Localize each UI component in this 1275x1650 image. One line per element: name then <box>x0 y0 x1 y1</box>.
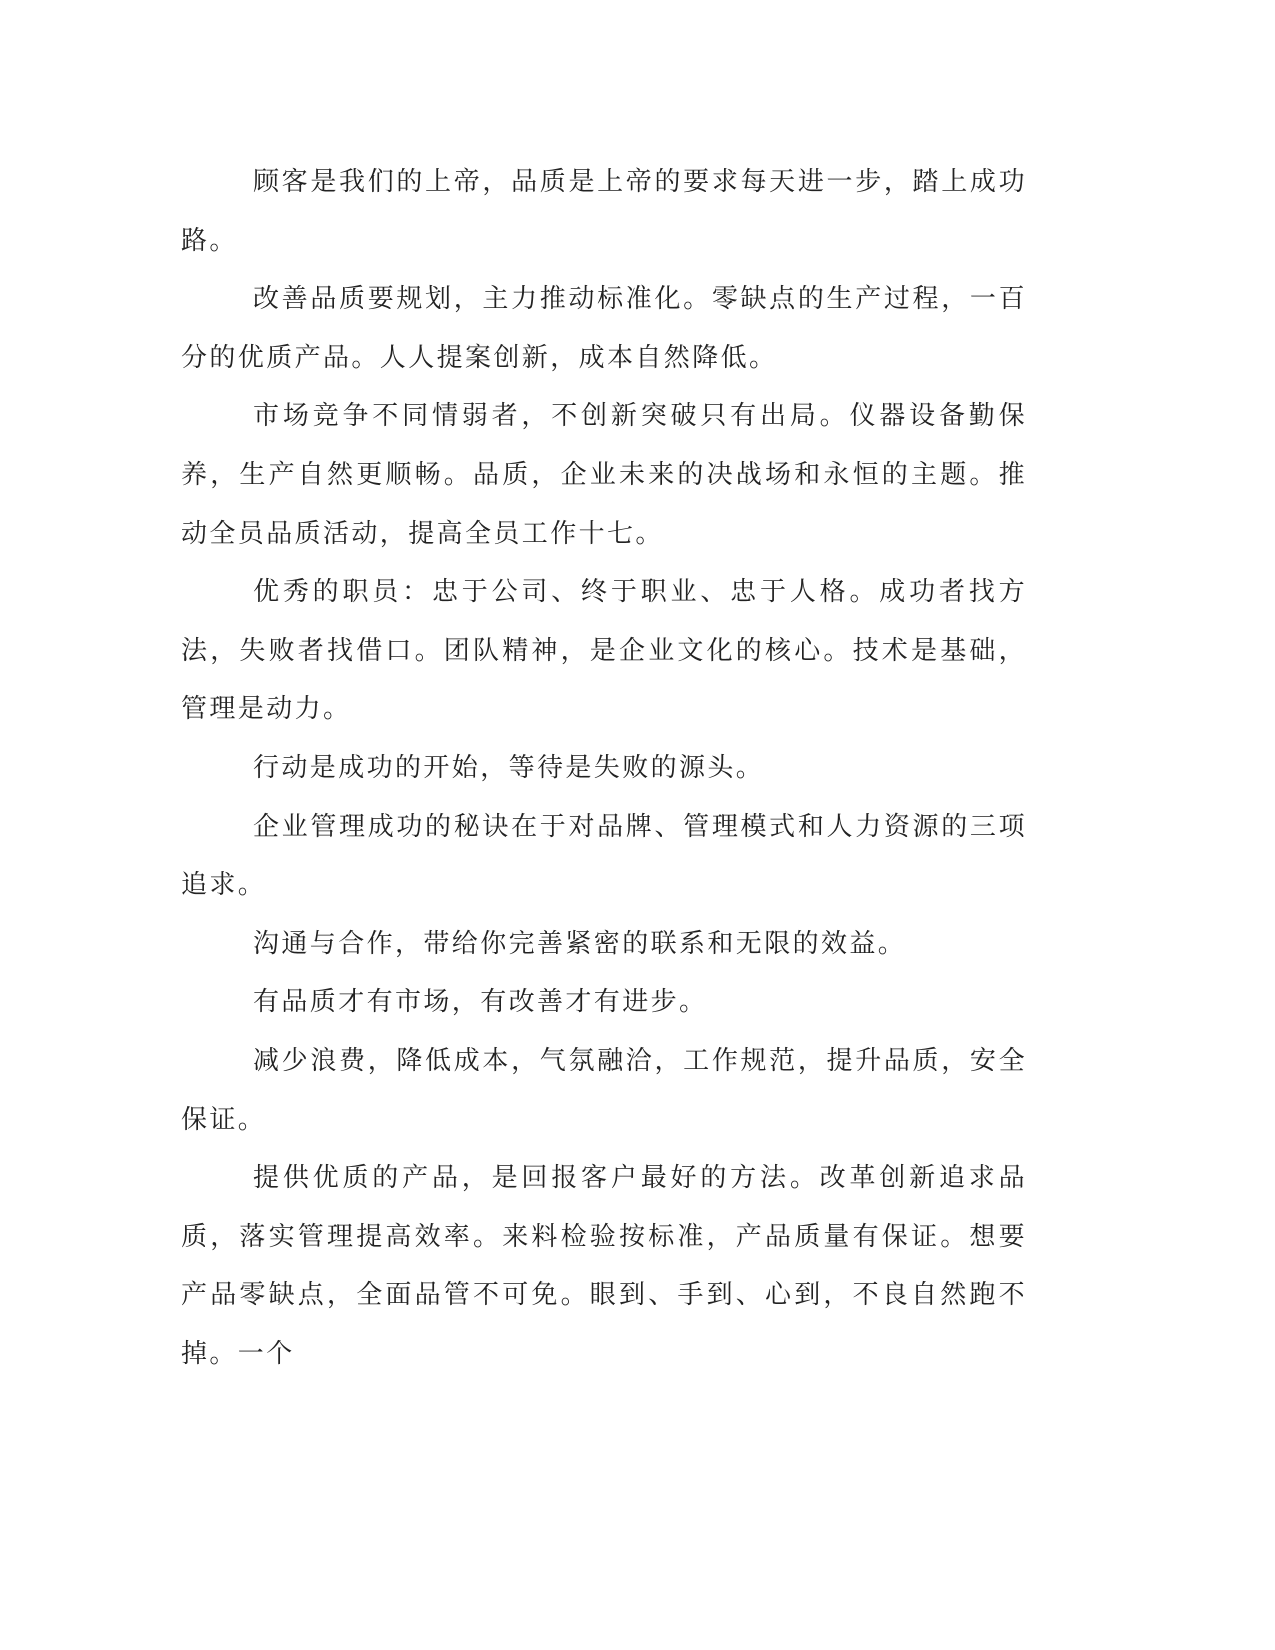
paragraph: 顾客是我们的上帝，品质是上帝的要求每天进一步，踏上成功路。 <box>181 167 1027 256</box>
paragraph: 企业管理成功的秘诀在于对品牌、管理模式和人力资源的三项追求。 <box>181 811 1027 901</box>
paragraph: 行动是成功的开始，等待是失败的源头。 <box>253 752 765 783</box>
document-body <box>181 153 1027 1383</box>
paragraph: 减少浪费，降低成本，气氛融洽，工作规范，提升品质，安全保证。 <box>181 1045 1027 1135</box>
paragraph: 有品质才有市场，有改善才有进步。 <box>253 987 708 1018</box>
paragraph: 优秀的职员：忠于公司、终于职业、忠于人格。成功者找方法，失败者找借口。团队精神，是企业文化的核心。技术是基础，管理是动力。 <box>181 577 1027 725</box>
paragraph: 沟通与合作，带给你完善紧密的联系和无限的效益。 <box>253 928 907 959</box>
paragraph: 改善品质要规划，主力推动标准化。零缺点的生产过程，一百分的优质产品。人人提案创新，成本自然降低。 <box>181 284 1027 373</box>
paragraph: 市场竞争不同情弱者，不创新突破只有出局。仪器设备勤保养，生产自然更顺畅。品质，企业未来的决战场和永恒的主题。推动全员品质活动，提高全员工作十七。 <box>181 401 1027 549</box>
paragraph: 提供优质的产品，是回报客户最好的方法。改革创新追求品质，落实管理提高效率。来料检验按标准，产品质量有保证。想要产品零缺点，全面品管不可免。眼到、手到、心到，不良自然跑不掉。一个 <box>181 1163 1027 1369</box>
